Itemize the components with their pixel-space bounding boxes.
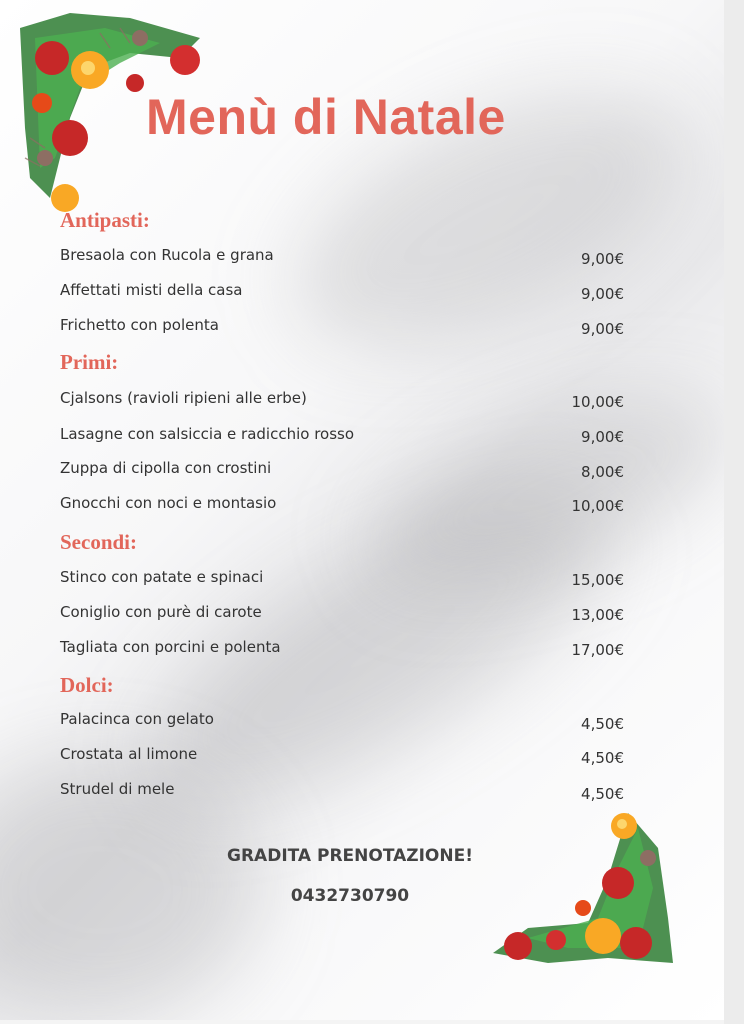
menu-item-price: 10,00€ (571, 497, 624, 515)
section-secondi: Secondi: (60, 530, 138, 554)
menu-item-price: 9,00€ (581, 428, 624, 446)
menu-item-price: 15,00€ (571, 571, 624, 589)
menu-item-name: Cjalsons (ravioli ripieni alle erbe) (60, 389, 307, 407)
menu-item-name: Affettati misti della casa (60, 281, 243, 299)
menu-item-price: 4,50€ (581, 715, 624, 733)
menu-item-name: Strudel di mele (60, 780, 175, 798)
scan-edge (724, 0, 744, 1024)
menu-item-name: Palacinca con gelato (60, 710, 214, 728)
menu-item-name: Coniglio con purè di carote (60, 603, 262, 621)
menu-item-name: Stinco con patate e spinaci (60, 568, 264, 586)
menu-item-price: 13,00€ (571, 606, 624, 624)
menu-item-price: 17,00€ (571, 641, 624, 659)
section-dolci: Dolci: (60, 673, 114, 697)
menu-item-name: Bresaola con Rucola e grana (60, 246, 274, 264)
menu-item-price: 9,00€ (581, 320, 624, 338)
menu-item-name: Crostata al limone (60, 745, 198, 763)
menu-item-price: 4,50€ (581, 749, 624, 767)
menu-item-price: 8,00€ (581, 463, 624, 481)
menu-item-name: Frichetto con polenta (60, 316, 219, 334)
menu-item-name: Gnocchi con noci e montasio (60, 494, 277, 512)
menu-item-price: 10,00€ (571, 393, 624, 411)
menu-item-price: 9,00€ (581, 285, 624, 303)
menu-item-name: Lasagne con salsiccia e radicchio rosso (60, 425, 355, 443)
menu-title: Menù di Natale (146, 89, 506, 145)
section-primi: Primi: (60, 350, 119, 374)
menu-item-name: Zuppa di cipolla con crostini (60, 459, 272, 477)
menu-item-price: 4,50€ (581, 785, 624, 803)
phone-number: 0432730790 (290, 886, 410, 906)
booking-note: GRADITA PRENOTAZIONE! (227, 846, 473, 866)
menu-item-price: 9,00€ (581, 250, 624, 268)
section-antipasti: Antipasti: (60, 208, 150, 232)
menu-item-name: Tagliata con porcini e polenta (60, 638, 281, 656)
